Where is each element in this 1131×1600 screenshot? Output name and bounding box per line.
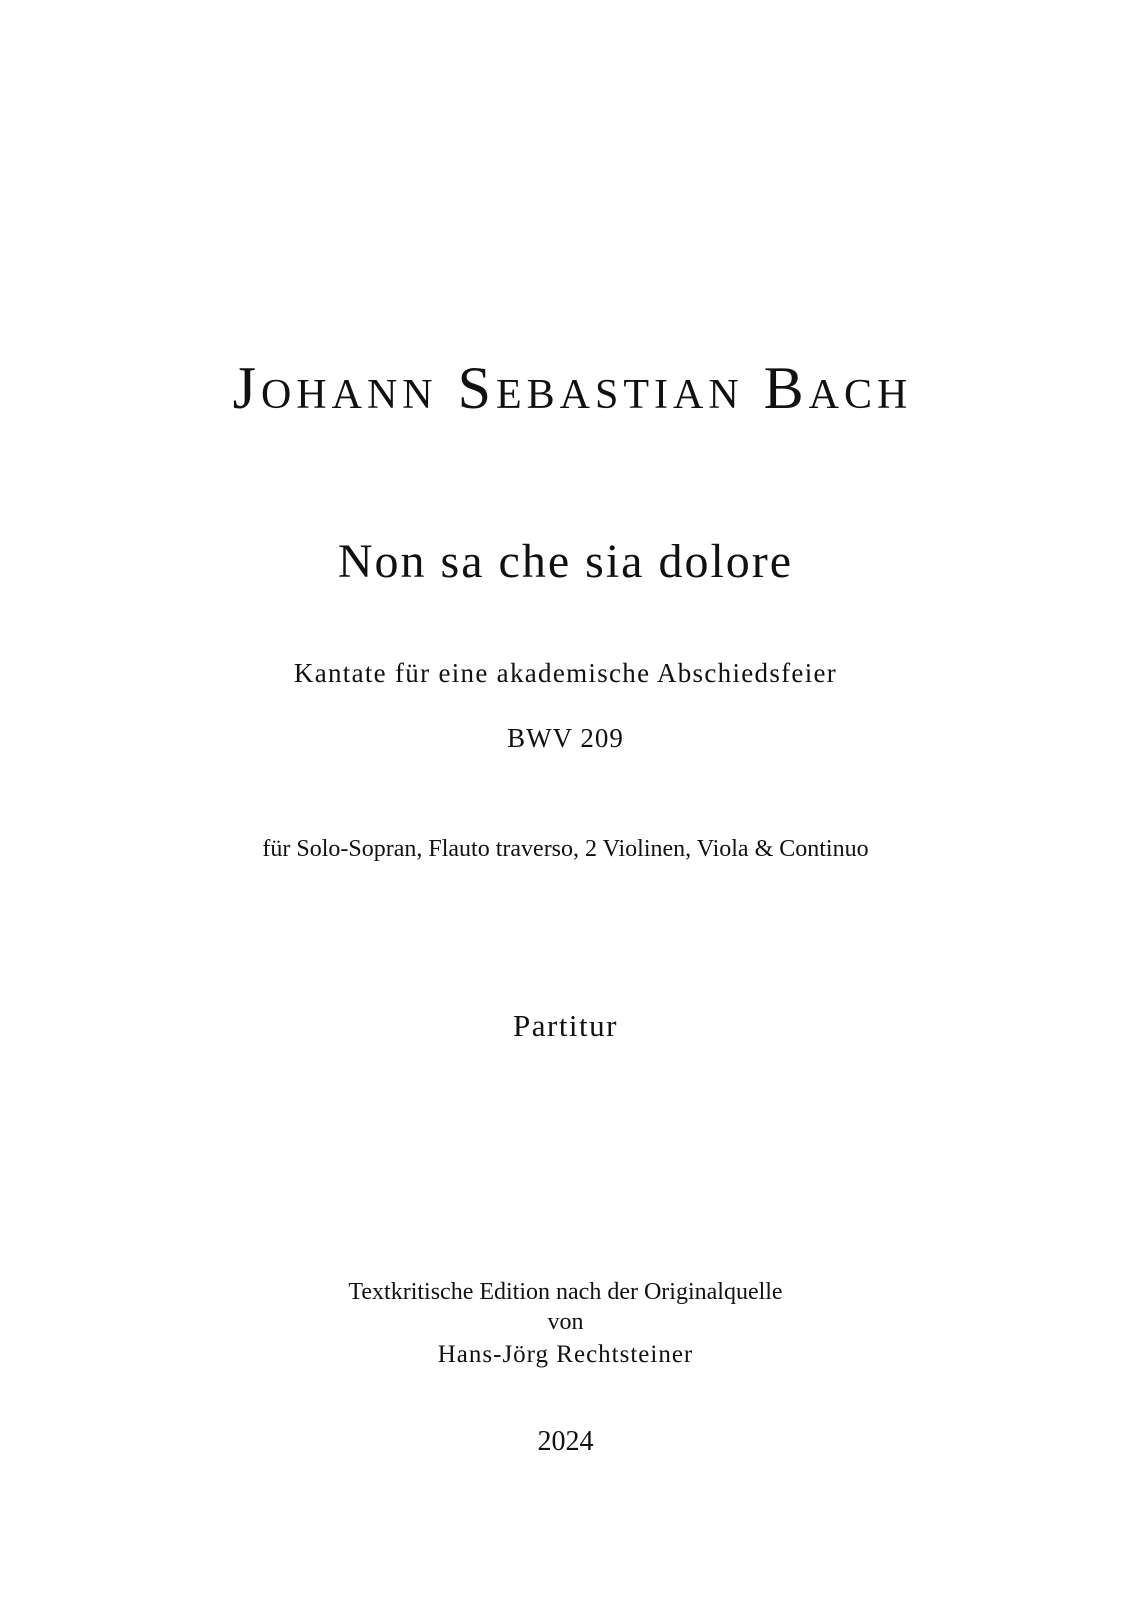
instrumentation: für Solo-Sopran, Flauto traverso, 2 Violinen, Viola & Continuo xyxy=(262,836,869,862)
work-subtitle: Kantate für eine akademische Abschiedsfeier xyxy=(293,658,838,688)
editor-name: Hans-Jörg Rechtsteiner xyxy=(437,1341,694,1368)
score-type: Partitur xyxy=(513,1008,618,1043)
composer-name: Johann Sebastian Bach xyxy=(232,355,913,421)
edition-note: Textkritische Edition nach der Originalquelle xyxy=(348,1279,783,1305)
by-label: von xyxy=(547,1309,584,1335)
catalog-number: BWV 209 xyxy=(507,723,624,753)
publication-year: 2024 xyxy=(537,1426,594,1457)
work-title: Non sa che sia dolore xyxy=(337,535,794,588)
